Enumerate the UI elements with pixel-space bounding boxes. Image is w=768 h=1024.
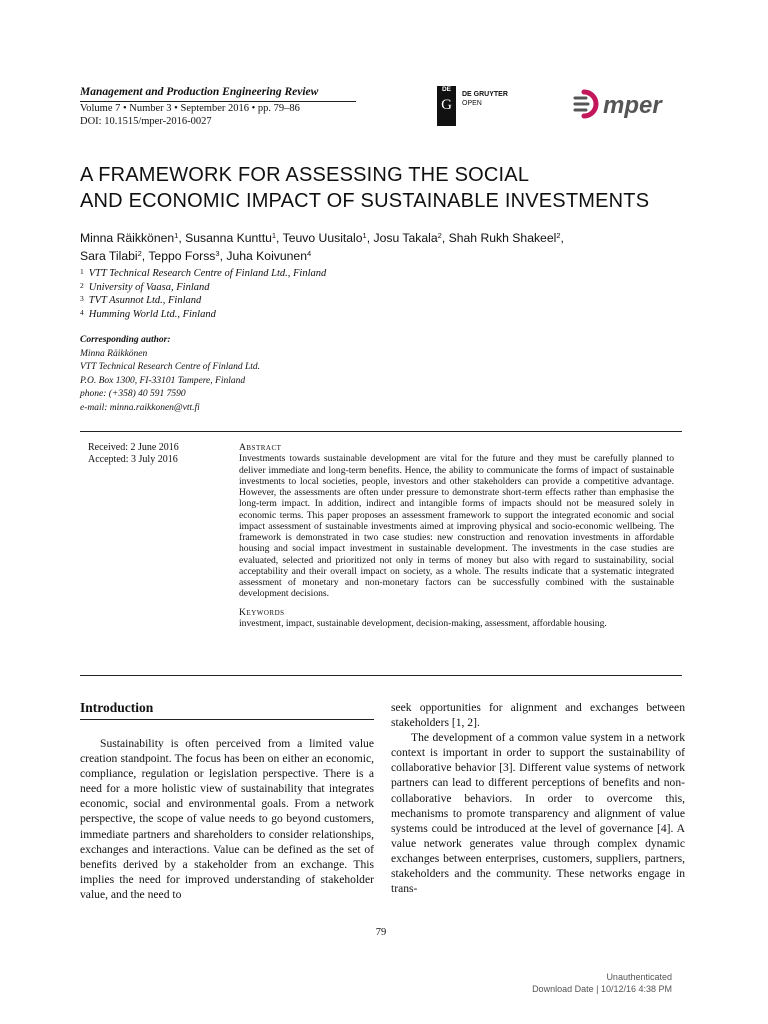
- author-affil-sup: 1: [362, 231, 367, 240]
- article-dates: [88, 442, 179, 466]
- author-affil-sup: 1: [271, 231, 277, 240]
- author-list: [80, 229, 564, 265]
- author-line-1: Minna Räikkönen$^1$, Susanna Kunttu$^1$, Teuvo Uusitalo$^1$, Josu Takala$^2$, Shah Rukh Shakeel$^2$,: [80, 231, 564, 245]
- author-name: Shah Rukh Shakeel: [448, 231, 557, 245]
- author-name: Susanna Kunttu: [185, 231, 272, 245]
- body-column-left: [80, 736, 374, 902]
- author-name: Teppo Forss: [148, 249, 216, 263]
- section-heading-introduction: Introduction: [80, 700, 154, 715]
- affiliation-list: [80, 267, 326, 321]
- abstract-block: [239, 442, 674, 629]
- author-affil-sup: 1: [174, 231, 179, 240]
- corresponding-name: Minna Räikkönen: [80, 348, 148, 359]
- page-number: 79: [375, 927, 387, 938]
- author-affil-sup: 4: [306, 249, 312, 258]
- section-rule: [80, 719, 374, 720]
- title-line-1: A FRAMEWORK FOR ASSESSING THE SOCIAL: [80, 164, 530, 186]
- author-name: Minna Räikkönen: [80, 231, 175, 245]
- publisher-name: DE GRUYTER: [462, 91, 508, 98]
- author-name: Sara Tilabi: [80, 249, 138, 263]
- corresponding-org: VTT Technical Research Centre of Finland Ltd.: [80, 362, 261, 372]
- corresponding-email[interactable]: e-mail: minna.raikkonen@vtt.fi: [80, 402, 200, 413]
- affiliation-item: $^4$ Humming World Ltd., Finland: [80, 307, 216, 320]
- footer-line-1: Unauthenticated: [606, 972, 672, 982]
- affiliation-item: $^2$ University of Vaasa, Finland: [80, 280, 210, 293]
- author-name: Teuvo Uusitalo: [282, 231, 363, 245]
- degruyter-logo-mark: [437, 86, 456, 126]
- keywords-heading: Keywords: [239, 606, 285, 618]
- body-column-right: [391, 700, 685, 896]
- abstract-heading: Abstract: [239, 442, 282, 453]
- affiliation-item: $^1$ VTT Technical Research Centre of Finland Ltd., Finland: [80, 267, 327, 279]
- author-affil-sup: 2: [556, 231, 561, 240]
- corresponding-heading: Corresponding author:: [80, 335, 171, 345]
- body-paragraph: Sustainability is often perceived from a limited value creation standpoint. The focus has been on either an economic, compliance, regulation or legislation perspective. There is a need for a more holistic view of sustainability that integrates economic, social and environmental goals. From a network perspective, the scope of value needs to go beyond customers, immediate partners and shareholders to consider relationships, exchanges and interactions. Value can be defined as the set of benefits derived by a stakeholder from an exchange. This implies the need for improved understanding of stakeholder value, and the need to: [80, 737, 374, 901]
- corresponding-author: [80, 334, 260, 415]
- author-line-2: Sara Tilabi$^2$, Teppo Forss$^3$, Juha Koivunen$^4$: [80, 249, 312, 263]
- author-affil-sup: 2: [437, 231, 442, 240]
- corresponding-address: P.O. Box 1300, FI-33101 Tampere, Finland: [80, 375, 246, 386]
- journal-rule: [80, 101, 356, 102]
- corresponding-phone: phone: (+358) 40 591 7590: [80, 389, 186, 399]
- abstract-rule-top: [80, 431, 682, 432]
- keywords-text: investment, impact, sustainable development, decision-making, assessment, affordable housing.: [239, 617, 607, 629]
- affiliation-item: $^3$ TVT Asunnot Ltd., Finland: [80, 294, 202, 306]
- volume-line: Volume 7 • Number 3 • September 2016 • pp. 79–86: [80, 103, 300, 114]
- author-affil-sup: 2: [137, 249, 142, 258]
- footer-line-2: Download Date | 10/12/16 4:38 PM: [532, 984, 672, 994]
- degruyter-logo-text: [462, 90, 508, 108]
- doi-line: DOI: 10.1515/mper-2016-0027: [80, 116, 212, 127]
- received-date: Received: 2 June 2016: [88, 442, 179, 453]
- mper-logo-icon: [570, 84, 690, 124]
- title-line-2: AND ECONOMIC IMPACT OF SUSTAINABLE INVESTMENTS: [80, 190, 650, 212]
- author-affil-sup: 3: [215, 249, 220, 258]
- accepted-date: Accepted: 3 July 2016: [88, 454, 178, 465]
- journal-name: Management and Production Engineering Review: [80, 86, 319, 98]
- abstract-text: Investments towards sustainable development are vital for the future and they must be carefully planned to deliver immediate and long-term benefits. Hence, the ability to communicate the forms of impact of sustainable investments to local societies, people, investors and other stakeholders can provide a competitive advantage. However, the assessments are often under pressure to demonstrate short-term effects rather than emphasise the long-term impact. In addition, indirect and intangible forms of impacts should not be measured solely in economic terms. This paper proposes an assessment framework to support the integrated economic and social impact assessment of sustainable investments aimed at improving physical and socio-economic wellbeing. The framework is demonstrated in two case studies: new construction and renovation investments in affordable housing and social impact investment in sustainable development. The investments in the case studies are evaluated, selected and prioritized not only in terms of money but also with regard to sustainability, social acceptability and their overall impact on society, as a whole. The results indicate that a systematic integrated assessment of monetary and non-monetary factors can be successfully combined with the sustainable development decisions.: [239, 453, 674, 600]
- publisher-sub: OPEN: [462, 100, 482, 107]
- author-name: Josu Takala: [373, 231, 438, 245]
- body-paragraph: The development of a common value system in a network context is important in order to support the sustainability of collaborative behavior [3]. Different value systems of network partners can lead to different perceptions of benefits and non-collaborative behaviors. In order to overcome this, mechanisms to promote transparency and alignment of value systems could be introduced at the level of governance [4]. A value network generates value through complex dynamic exchanges between enterprises, customers, suppliers, partners, stakeholders and the community. These networks engage in trans-: [391, 731, 685, 896]
- author-name: Juha Koivunen: [226, 249, 307, 263]
- mper-logo-text: mper: [603, 92, 662, 119]
- mper-logo: [570, 84, 690, 124]
- degruyter-mark-letter: G: [441, 97, 452, 113]
- body-paragraph: seek opportunities for alignment and exchanges between stakeholders [1, 2].: [391, 701, 685, 730]
- paper-title: [80, 162, 649, 214]
- degruyter-mark-top: DE: [441, 86, 452, 93]
- download-footer: [470, 971, 672, 995]
- abstract-rule-bottom: [80, 675, 682, 676]
